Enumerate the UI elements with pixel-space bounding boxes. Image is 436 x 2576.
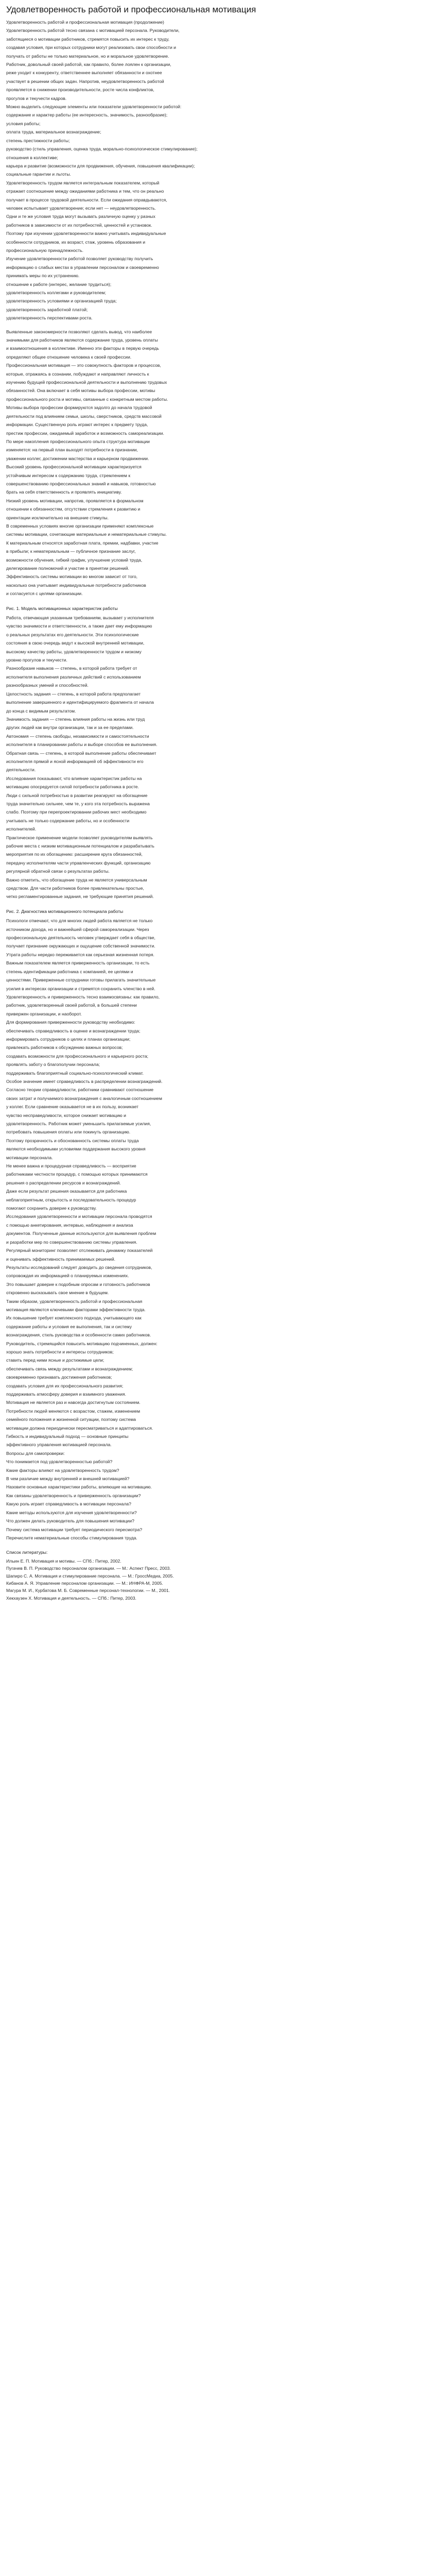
paragraph: изменяется: на первый план выходят потребности в признании, (6, 447, 138, 453)
paragraph: помогают сохранить доверие к руководству. (6, 1206, 97, 1211)
paragraph: Исследования удовлетворенности и мотивации персонала проводятся (6, 1214, 152, 1219)
paragraph: Потребности людей меняются с возрастом, стажем, изменением (6, 1408, 141, 1414)
paragraph: Утрата работы нередко переживается как серьезная жизненная потеря. (6, 952, 154, 957)
paragraph: Психологи отмечают, что для многих людей работа является не только (6, 918, 153, 924)
paragraph: Таким образом, удовлетворенность работой и профессиональная (6, 1298, 143, 1304)
paragraph: обеспечивать справедливость в оценке и вознаграждении труда; (6, 1028, 141, 1033)
paragraph: Удовлетворенность трудом является интегральным показателем, который (6, 180, 160, 185)
paragraph: Мотивация не является раз и навсегда достигнутым состоянием. (6, 1400, 141, 1405)
paragraph: Результаты исследований следует доводить до сведения сотрудников, (6, 1264, 152, 1270)
paragraph: Целостность задания — степень, в которой работа предполагает (6, 691, 141, 697)
paragraph: карьера и развитие (возможности для продвижения, обучения, повышения квалификации); (6, 163, 195, 168)
paragraph: ценностями. Приверженные сотрудники готовы прилагать значительные (6, 977, 156, 983)
paragraph: решения о распределении ресурсов и вознаграждений. (6, 1180, 121, 1185)
paragraph: Не менее важна и процедурная справедливость — восприятие (6, 1163, 136, 1169)
reference-item: Пугачев В. П. Руководство персоналом организации. — М.: Аспект Пресс, 2003. (6, 1566, 171, 1571)
paragraph: условия работы; (6, 121, 41, 126)
paragraph: уровню прогулов и текучести. (6, 657, 67, 663)
paragraph: усилия в интересах организации и стремятся сохранить членство в ней. (6, 986, 155, 991)
paragraph: исполнителей. (6, 826, 37, 832)
paragraph: Работник, довольный своей работой, как правило, более лоялен к организации, (6, 62, 171, 67)
reference-item: Хекхаузен Х. Мотивация и деятельность. — СПб.: Питер, 2003. (6, 1595, 136, 1601)
paragraph: Как связаны удовлетворенность и приверженность организации? (6, 1493, 141, 1498)
paragraph: мероприятия по их обогащению: расширение круга обязанностей, (6, 852, 143, 857)
paragraph: По мере накопления профессионального опыта структура мотивации (6, 438, 150, 444)
paragraph: содержание и характер работы (ее интересность, значимость, разнообразие); (6, 112, 168, 118)
paragraph: Удовлетворенность работой тесно связана с мотивацией персонала. Руководители, (6, 28, 180, 33)
paragraph: получает признание окружающих и ощущение собственной значимости. (6, 943, 155, 949)
paragraph: Вопросы для самопроверки: (6, 1450, 65, 1456)
paragraph: содержание работы и условия ее выполнения, так и систему (6, 1324, 132, 1329)
paragraph: отражает соотношение между ожиданиями работника и тем, что он реально (6, 189, 164, 194)
paragraph: определяют общее отношение человека к своей профессии. (6, 354, 132, 360)
reference-item: Магура М. И., Курбатова М. Б. Современные персонал-технологии. — М., 2001. (6, 1588, 170, 1594)
section-intro (6, 19, 430, 322)
paragraph: К материальным относятся заработная плата, премии, надбавки, участие (6, 540, 159, 546)
paragraph: В чем различие между внутренней и внешней мотивацией? (6, 1476, 130, 1482)
paragraph: работниками честности процедур, с помощью которых принимаются (6, 1172, 148, 1177)
paragraph: сопровождая их информацией о планируемых изменениях. (6, 1273, 129, 1279)
paragraph: Особое значение имеет справедливость в распределении вознаграждений. (6, 1078, 163, 1084)
paragraph: своевременно признавать достижения работников; (6, 1375, 112, 1380)
paragraph: семейного положения и жизненной ситуации, поэтому система (6, 1417, 136, 1422)
paragraph: степень престижности работы; (6, 138, 70, 143)
paragraph: чувство значимости и ответственности, а также дает ему информацию (6, 623, 152, 629)
reference-item: Кибанов А. Я. Управление персоналом организации. — М.: ИНФРА-М, 2005. (6, 1580, 163, 1586)
paragraph: деятельности под влиянием семьи, школы, сверстников, средств массовой (6, 413, 162, 419)
paragraph: учитывать не только содержание работы, но и особенности (6, 818, 130, 823)
paragraph: в прибыли; к нематериальным — публичное признание заслуг, (6, 549, 136, 554)
paragraph: создавать возможности для профессионального и карьерного роста; (6, 1053, 149, 1059)
paragraph: Выявленные закономерности позволяют сделать вывод, что наиболее (6, 329, 152, 334)
paragraph: человек испытывает удовлетворение; если нет — неудовлетворенность. (6, 205, 156, 211)
paragraph: Поэтому при изучении удовлетворенности важно учитывать индивидуальные (6, 231, 166, 236)
paragraph: Их повышение требует комплексного подхода, учитывающего как (6, 1315, 142, 1321)
paragraph: работник, удовлетворенный своей работой, в большей степени (6, 1003, 137, 1008)
paragraph: эффективного управления мотивацией персонала. (6, 1442, 112, 1448)
paragraph: Удовлетворенность работой и профессиональная мотивация (продолжение) (6, 20, 164, 25)
document-title: Удовлетворенность работой и профессиональная мотивация (6, 5, 256, 14)
paragraph: профессиональную принадлежность. (6, 247, 83, 253)
paragraph: состояния в свою очередь ведут к высокой внутренней мотивации, (6, 640, 145, 646)
paragraph: исполнителя выполнения различных действий с использованием (6, 674, 141, 680)
paragraph: Мотивы выбора профессии формируются задолго до начала трудовой (6, 405, 152, 411)
paragraph: престиж профессии, ожидаемый заработок и возможность самореализации. (6, 430, 164, 436)
paragraph: отношение к работе (интерес, желание трудиться); (6, 281, 112, 287)
paragraph: которые, отражаясь в сознании, побуждают и направляют личность к (6, 371, 149, 377)
paragraph: изучению будущей профессиональной деятельности и выполнению трудовых (6, 380, 167, 385)
paragraph: деятельности. (6, 767, 36, 773)
paragraph: реже уходит к конкуренту, ответственнее выполняет обязанности и охотнее (6, 70, 162, 76)
paragraph: мотивации персонала. (6, 1155, 53, 1160)
paragraph: мотивация являются ключевыми факторами эффективности труда. (6, 1307, 146, 1312)
paragraph: проявляется в снижении производительности, росте числа конфликтов, (6, 87, 154, 93)
paragraph: и согласуется с целями организации. (6, 591, 83, 597)
paragraph: проявлять заботу о благополучии персонала; (6, 1062, 100, 1067)
paragraph: брать на себя ответственность и проявлять инициативу. (6, 489, 122, 495)
paragraph: других людей как внутри организации, так и за ее пределами. (6, 725, 134, 731)
paragraph: обязанностей. Она включает в себя мотивы выбора профессии, мотивы (6, 388, 155, 394)
reference-item: Ильин Е. П. Мотивация и мотивы. — СПб.: Питер, 2002. (6, 1558, 121, 1564)
paragraph: исполнителя в планировании работы и выборе способов ее выполнения. (6, 742, 158, 748)
paragraph: получать от работы не только материальное, но и моральное удовлетворение. (6, 53, 169, 59)
paragraph: Работа, отвечающая указанным требованиям, вызывает у исполнителя (6, 615, 154, 621)
paragraph: мотивацию опосредуется силой потребности работника в росте. (6, 784, 139, 790)
paragraph: Что должен делать руководитель для повышения мотивации? (6, 1518, 134, 1524)
paragraph: удовлетворенность. Работник может уменьшить прилагаемые усилия, (6, 1121, 151, 1126)
paragraph: устойчивым интересом к содержанию труда, стремлением к (6, 472, 131, 478)
paragraph: получает в процессе трудовой деятельности. Если ожидания оправдываются, (6, 197, 167, 202)
paragraph: системы мотивации, сочетающие материальные и нематериальные стимулы. (6, 532, 167, 537)
paragraph: руководство (стиль управления, оценка труда, морально-психологическое стимулирование); (6, 146, 198, 152)
section-motivation (6, 328, 430, 598)
paragraph: высокому качеству работы, удовлетворенности трудом и низкому (6, 649, 142, 654)
paragraph: разнообразных умений и способностей. (6, 683, 89, 688)
paragraph: источником дохода, но и важнейшей сферой самореализации. Через (6, 926, 149, 932)
paragraph: Высокий уровень профессиональной мотивации характеризуется (6, 464, 142, 470)
paragraph: о реальных результатах его деятельности. Эти психологические (6, 632, 139, 637)
paragraph: делегирование полномочий и участие в принятии решений. (6, 566, 129, 571)
paragraph: Изучение удовлетворенности работой позволяет руководству получить (6, 256, 153, 262)
paragraph: Низкий уровень мотивации, напротив, проявляется в формальном (6, 498, 144, 503)
section-diagnostics (6, 917, 430, 1541)
paragraph: Важно отметить, что обогащение труда не является универсальным (6, 877, 147, 883)
paragraph: поддерживать благоприятный социально-психологический климат. (6, 1070, 144, 1076)
paragraph: привлекать работников к обсуждению важных вопросов; (6, 1045, 123, 1050)
paragraph: откровенно высказывать свое мнение в будущем. (6, 1290, 109, 1296)
paragraph: создавать условия для их профессионального развития; (6, 1383, 124, 1388)
paragraph: профессионального роста и мотивы, связанные с конкретным местом работы. (6, 396, 168, 402)
paragraph: и оценивать эффективность принимаемых решений. (6, 1256, 116, 1262)
paragraph: отношения в коллективе; (6, 155, 58, 160)
paragraph: Даже если результат решения оказывается для работника (6, 1189, 127, 1194)
paragraph: и разработки мер по совершенствованию системы управления. (6, 1239, 137, 1245)
paragraph: особенности сотрудников, их возраст, стаж, уровень образования и (6, 239, 146, 245)
paragraph: Поэтому прозрачность и обоснованность системы оплаты труда (6, 1138, 139, 1143)
paragraph: информировать сотрудников о целях и планах организации; (6, 1036, 131, 1042)
paragraph: мотивации должна периодически пересматриваться и адаптироваться. (6, 1425, 153, 1431)
paragraph: Регулярный мониторинг позволяет отслеживать динамику показателей (6, 1248, 153, 1253)
paragraph: Перечислите нематериальные способы стимулирования труда. (6, 1535, 137, 1540)
paragraph: до конца с видимым результатом. (6, 708, 76, 714)
paragraph: с помощью анкетирования, интервью, наблюдения и анализа (6, 1222, 133, 1228)
references-label: Список литературы: (6, 1550, 48, 1555)
paragraph: Одни и те же условия труда могут вызывать различную оценку у разных (6, 214, 155, 219)
paragraph: потребовать повышения оплаты или покинуть организацию. (6, 1129, 131, 1135)
paragraph: четко регламентированные задания, не требующие принятия решений. (6, 894, 154, 900)
paragraph: Важным показателем является приверженность организации, то есть (6, 960, 150, 966)
reference-item: Шапиро С. А. Мотивация и стимулирование персонала. — М.: ГроссМедиа, 2005. (6, 1573, 174, 1579)
paragraph: значимыми для работников являются содержание труда, уровень оплаты (6, 337, 158, 343)
paragraph: Обратная связь — степень, в которой выполнение работы обеспечивает (6, 750, 156, 756)
paragraph: прогулов и текучести кадров. (6, 95, 67, 101)
paragraph: ориентации исключительно на внешние стимулы. (6, 515, 109, 520)
paragraph: Какие факторы влияют на удовлетворенность трудом? (6, 1467, 119, 1473)
paragraph: профессиональную деятельность человек утверждает себя в обществе, (6, 935, 155, 941)
figure-caption-2: Рис. 2. Диагностика мотивационного потенциала работы (6, 908, 124, 914)
paragraph: насколько она учитывает индивидуальные потребности работников (6, 582, 146, 588)
paragraph: документов. Полученные данные используются для выявления проблем (6, 1231, 156, 1236)
paragraph: Можно выделить следующие элементы или показатели удовлетворенности работой: (6, 104, 182, 110)
paragraph: создавая условия, при которых сотрудники могут реализовать свои способности и (6, 45, 176, 50)
paragraph: Гибкость и индивидуальный подход — основные принципы (6, 1434, 129, 1439)
paragraph: поддерживать атмосферу доверия и взаимного уважения. (6, 1392, 127, 1397)
paragraph: Какую роль играет справедливость в мотивации персонала? (6, 1501, 131, 1507)
paragraph: Согласно теории справедливости, работники сравнивают соотношение (6, 1087, 154, 1093)
paragraph: Назовите основные характеристики работы, влияющие на мотивацию. (6, 1484, 152, 1490)
paragraph: В современных условиях многие организации применяют комплексные (6, 523, 154, 529)
paragraph: Руководитель, стремящийся повысить мотивацию подчиненных, должен: (6, 1341, 158, 1346)
paragraph: Профессиональная мотивация — это совокупность факторов и процессов, (6, 363, 161, 368)
paragraph: Эффективность системы мотивации во многом зависит от того, (6, 574, 138, 580)
paragraph: регулярной обратной связи о результатах работы. (6, 869, 110, 874)
paragraph: Что понимается под удовлетворенностью работой? (6, 1459, 113, 1465)
paragraph: заботящиеся о мотивации работников, стремятся повысить их интерес к труду, (6, 36, 170, 42)
paragraph: средством. Для части работников более привлекательны простые, (6, 886, 144, 891)
paragraph: Исследования показывают, что влияние характеристик работы на (6, 775, 142, 781)
paragraph: социальные гарантии и льготы. (6, 172, 71, 177)
paragraph: чувство несправедливости, которое снижает мотивацию и (6, 1112, 126, 1118)
paragraph: Люди с сильной потребностью в развитии реагируют на обогащение (6, 792, 148, 798)
paragraph: удовлетворенность заработной платой; (6, 307, 88, 312)
paragraph: Автономия — степень свободы, независимости и самостоятельности (6, 733, 149, 739)
paragraph: оплата труда, материальное вознаграждение; (6, 129, 101, 135)
paragraph: Почему система мотивации требует периодического пересмотра? (6, 1527, 143, 1532)
paragraph: вознаграждения, стиль руководства и особенности самих работников. (6, 1332, 151, 1338)
paragraph: степень идентификации работника с компанией, ее целями и (6, 969, 133, 974)
paragraph: труда значительно сильнее, чем те, у кого эта потребность выражена (6, 801, 150, 806)
paragraph: передачу исполнителям части управленческих функций, организацию (6, 860, 151, 866)
paragraph: своих затрат и получаемого вознаграждения с аналогичным соотношением (6, 1095, 162, 1101)
paragraph: принимать меры по их устранению. (6, 273, 80, 279)
paragraph: ставить перед ними ясные и достижимые цели; (6, 1358, 104, 1363)
paragraph: удовлетворенность условиями и организацией труда; (6, 298, 117, 304)
paragraph: отношении к обязанностям, отсутствии стремления к развитию и (6, 506, 141, 512)
paragraph: совершенствованию профессиональных знаний и навыков, готовностью (6, 481, 156, 486)
paragraph: Для формирования приверженности руководству необходимо: (6, 1020, 135, 1025)
paragraph: у коллег. Если сравнение оказывается не в их пользу, возникает (6, 1104, 138, 1110)
paragraph: слабо. Поэтому при перепроектировании рабочих мест необходимо (6, 809, 147, 815)
paragraph: Удовлетворенность и приверженность тесно взаимосвязаны: как правило, (6, 994, 160, 999)
paragraph: Практическое применение модели позволяет руководителям выявлять (6, 835, 153, 840)
paragraph: участвует в решении общих задач. Напротив, неудовлетворенность работой (6, 78, 164, 84)
paragraph: информацию о слабых местах в управлении персоналом и своевременно (6, 264, 159, 270)
paragraph: обеспечивать связь между результатами и вознаграждением; (6, 1366, 133, 1371)
paragraph: Это повышает доверие к подобным опросам и готовность работников (6, 1281, 150, 1287)
paragraph: исполнителя прямой и ясной информацией об эффективности его (6, 758, 144, 764)
paragraph: информации. Существенную роль играют интерес к предмету труда, (6, 422, 148, 428)
paragraph: удовлетворенность коллегами и руководителем; (6, 290, 106, 295)
paragraph: работников в зависимости от их потребностей, ценностей и установок. (6, 222, 152, 228)
paragraph: Разнообразие навыков — степень, в которой работа требует от (6, 666, 137, 671)
references-list (6, 1557, 430, 1602)
paragraph: выполнение завершенного и идентифицируемого фрагмента от начала (6, 700, 154, 705)
paragraph: уважении коллег, достижении мастерства и карьерном продвижении. (6, 455, 149, 461)
paragraph: хорошо знать потребности и интересы сотрудников; (6, 1349, 114, 1354)
paragraph: и взаимоотношения в коллективе. Именно эти факторы в первую очередь (6, 346, 159, 351)
figure-caption-1: Рис. 1. Модель мотивационных характеристик работы (6, 605, 118, 611)
paragraph: удовлетворенность перспективами роста. (6, 315, 93, 321)
paragraph: неблагоприятным, открытость и последовательность процедур (6, 1197, 136, 1202)
paragraph: Значимость задания — степень влияния работы на жизнь или труд (6, 716, 145, 722)
section-job-characteristics (6, 614, 430, 901)
paragraph: Какие методы используются для изучения удовлетворенности? (6, 1510, 137, 1515)
paragraph: возможности обучения, гибкий график, улучшение условий труда, (6, 557, 143, 563)
paragraph: рабочие места с низким мотивационным потенциалом и разрабатывать (6, 843, 154, 849)
paragraph: привержен организации, и наоборот. (6, 1011, 82, 1016)
paragraph: являются необходимыми условиями поддержания высокого уровня (6, 1146, 146, 1152)
